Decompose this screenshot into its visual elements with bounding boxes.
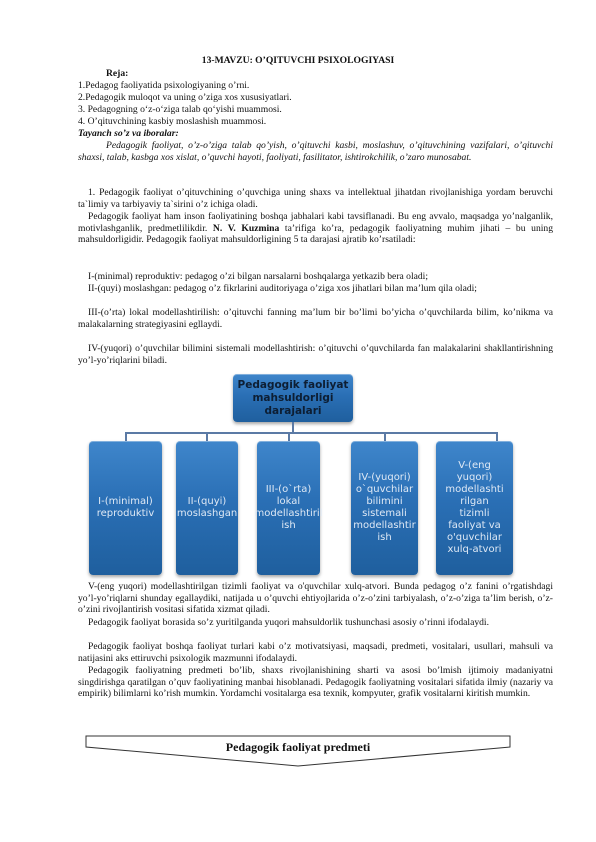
- levels-diagram: [78, 371, 558, 575]
- level-item: IV-(yuqori) o’quvchilar bilimini sistemali modellashtirish: o’qituvchi o’quvchilarda fan malakalarini shakllantirishning yo’l-yo’riqlarini biladi.: [78, 343, 553, 366]
- paragraph-productivity: Pedagogik faoliyat borasida so’z yuritilganda yuqori mahsuldorlik tushunchasi asosiy o’rinni ifodalaydi.: [88, 617, 489, 628]
- paragraph-subject: Pedagogik faoliyatning predmeti bo’lib, shaxs rivojlanishining sharti va asosi bo’lmish ijtimoiy madaniyatni singdirishga qaratilgan o’quv faoliyatining manbai hisoblanadi. Pedagogik faoliyatning vositalari sifatida ilmiy (nazariy va empirik) bilimlarni ko’rish mumkin. Yordamchi vositalarga esa texnik, kompyuter, grafik vositalarni kiritish mumkin.: [78, 665, 553, 700]
- diagram-level-label: III-(o`rta) lokal modellashtiril ish: [254, 484, 323, 531]
- author-name: N. V. Kuzmina: [212, 222, 280, 234]
- plan-item: 2.Pedagogik muloqot va uning o’ziga xos xususiyatlari.: [78, 92, 292, 103]
- diagram-level-box: [254, 441, 323, 575]
- plan-item: 4. O’qituvchining kasbiy moslashish muammosi.: [78, 116, 267, 127]
- level-item: II-(quyi) moslashgan: pedagog o’z fikrlarini auditoriyaga o’ziga xos jihatlari bilan ma’lum qila oladi;: [88, 283, 477, 294]
- diagram-level-label: V-(eng yuqori) modellashti rilgan tizimli faoliyat va o'quvchilar xulq-atvori: [445, 460, 504, 555]
- diagram-level-label: I-(minimal) reproduktiv: [96, 496, 155, 519]
- paragraph-structure: Pedagogik faoliyat boshqa faoliyat turlari kabi o’z motivatsiyasi, maqsadi, predmeti, vositalari, usullari, mahsuli va natijasini aks ettiruvchi psixologik mazmunni ifodalaydi.: [78, 641, 553, 664]
- paragraph-2-text: ta’rifiga ko’ra, pedagogik faoliyatning muhim jihati – bu uning mahsuldorligidir. Pedagogik faoliyat mahsuldorligining 5 ta darajasi ajratib ko’rsatiladi:: [78, 222, 553, 246]
- diagram-root-box: [233, 374, 353, 422]
- plan-item: 1.Pedagog faoliyatida psixologiyaning o’rni.: [78, 80, 250, 91]
- diagram-level-label: II-(quyi) moslashgan: [176, 496, 238, 519]
- keywords-label: Tayanch so’z va iboralar:: [78, 128, 179, 139]
- diagram-level-box: [436, 441, 513, 575]
- diagram-level-box: [176, 441, 238, 575]
- plan-item: 3. Pedagogning o‘z-o‘ziga talab qo‘yishi muammosi.: [78, 104, 282, 115]
- keywords-text: Pedagogik faoliyat, o’z-o’ziga talab qo’yish, o’qituvchi kasbi, moslashuv, o’qituvchining vazifalari, o’qituvchi shaxsi, talab, kasbga xos xislat, o’quvchi hayoti, faoliyati, fasilitator, ishtirokchilik, o’zaro munosabat.: [78, 140, 553, 163]
- paragraph-level-v: V-(eng yuqori) modellashtirilgan tizimli faoliyat va o'quvchilar xulq-atvori. Bunda pedagog o’z fanini o’rgatishdagi yo’l-yo’riqlarni shunday egallaydiki, natijada u o’quvchi ehtiyojlarida o’z-o’zini tarbiyalash, o’z-o’ziga ta’lim berish, o’z-o’zini rivojlantirish vositasi sifatida xizmat qiladi.: [78, 581, 553, 616]
- paragraph-2-text: Pedagogik faoliyat ham inson faoliyatining boshqa jabhalari kabi tavsiflanadi. Bu eng avvalo, maqsadga yo’nalganlik, motivlashganlik, predmetlilikdir.: [78, 211, 553, 234]
- diagram-root-label: Pedagogik faoliyat mahsuldorligi darajalari: [237, 378, 349, 417]
- paragraph-2: [78, 211, 553, 246]
- diagram-level-label: IV-(yuqori) o`quvchilar bilimini sistemali modellashtir ish: [353, 472, 416, 543]
- paragraph-1: 1. Pedagogik faoliyat o’qituvchining o’quvchiga uning shaxs va intellektual jihatdan rivojlanishiga yordam beruvchi ta`limiy va tarbiyaviy ta`sirini o’z ichiga oladi.: [78, 187, 553, 210]
- level-item: I-(minimal) reproduktiv: pedagog o’zi bilgan narsalarni boshqalarga yetkazib bera oladi;: [88, 271, 429, 282]
- plan-label: Reja:: [106, 68, 129, 79]
- diagram-level-box: [89, 441, 162, 575]
- connector-line: [125, 432, 498, 434]
- page-title: 13-MAVZU: O’QITUVCHI PSIXOLOGIYASI: [201, 55, 395, 66]
- diagram-level-box: [351, 441, 418, 575]
- banner-title: Pedagogik faoliyat predmeti: [225, 740, 371, 754]
- level-item: III-(o’rta) lokal modellashtirilish: o’qituvchi fanning ma’lum bir bo’limi bo’yicha o’quvchilarda bilim, ko’nikma va malakalarning strategiyasini egllaydi.: [78, 307, 553, 330]
